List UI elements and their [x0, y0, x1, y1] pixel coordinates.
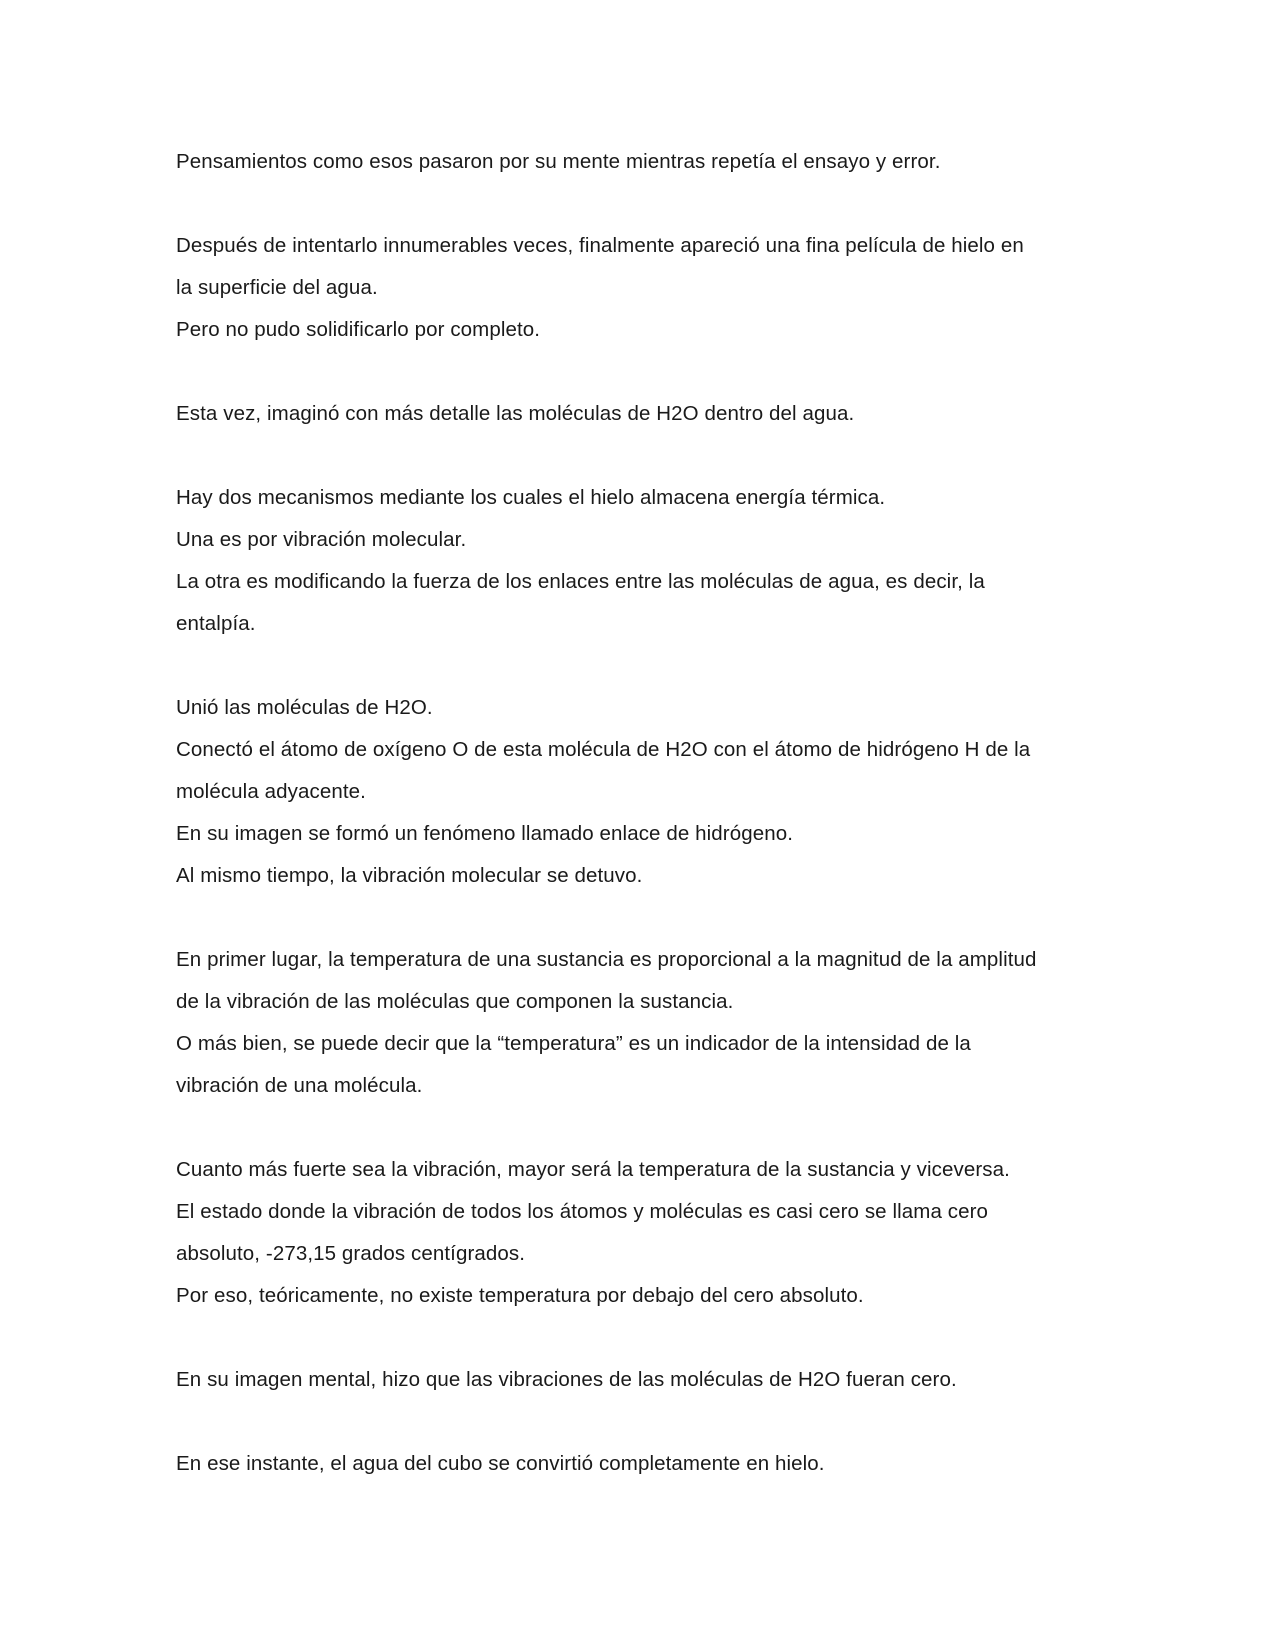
paragraph [176, 225, 1106, 351]
text-line: Una es por vibración molecular. [176, 528, 467, 551]
text-line: Después de intentarlo innumerables veces, finalmente apareció una fina película de hielo en [176, 234, 1024, 257]
paragraph [176, 939, 1106, 1107]
text-line: vibración de una molécula. [176, 1074, 423, 1097]
text-line: Pensamientos como esos pasaron por su mente mientras repetía el ensayo y error. [176, 150, 941, 173]
text-line: Por eso, teóricamente, no existe temperatura por debajo del cero absoluto. [176, 1284, 864, 1307]
text-line: En primer lugar, la temperatura de una sustancia es proporcional a la magnitud de la amplitud [176, 948, 1037, 971]
text-line: Unió las moléculas de H2O. [176, 696, 433, 719]
text-line: Conectó el átomo de oxígeno O de esta molécula de H2O con el átomo de hidrógeno H de la [176, 738, 1031, 761]
paragraph [176, 1443, 1106, 1485]
text-line: En ese instante, el agua del cubo se convirtió completamente en hielo. [176, 1452, 825, 1475]
text-line: absoluto, -273,15 grados centígrados. [176, 1242, 526, 1265]
text-line: Cuanto más fuerte sea la vibración, mayor será la temperatura de la sustancia y viceversa. [176, 1158, 1010, 1181]
text-line: La otra es modificando la fuerza de los enlaces entre las moléculas de agua, es decir, la [176, 570, 985, 593]
document-body [176, 141, 1106, 1485]
text-line: molécula adyacente. [176, 780, 366, 803]
text-line: O más bien, se puede decir que la “temperatura” es un indicador de la intensidad de la [176, 1032, 971, 1055]
text-line: En su imagen se formó un fenómeno llamado enlace de hidrógeno. [176, 822, 794, 845]
paragraph [176, 1149, 1106, 1317]
text-line: Hay dos mecanismos mediante los cuales el hielo almacena energía térmica. [176, 486, 886, 509]
paragraph [176, 141, 1106, 183]
text-line: Al mismo tiempo, la vibración molecular se detuvo. [176, 864, 643, 887]
text-line: El estado donde la vibración de todos los átomos y moléculas es casi cero se llama cero [176, 1200, 989, 1223]
paragraph [176, 477, 1106, 645]
text-line: En su imagen mental, hizo que las vibraciones de las moléculas de H2O fueran cero. [176, 1368, 957, 1391]
text-line: Pero no pudo solidificarlo por completo. [176, 318, 541, 341]
text-line: Esta vez, imaginó con más detalle las moléculas de H2O dentro del agua. [176, 402, 855, 425]
text-line: entalpía. [176, 612, 256, 635]
paragraph [176, 1359, 1106, 1401]
text-line: de la vibración de las moléculas que componen la sustancia. [176, 990, 734, 1013]
paragraph [176, 393, 1106, 435]
text-line: la superficie del agua. [176, 276, 378, 299]
paragraph [176, 687, 1106, 897]
